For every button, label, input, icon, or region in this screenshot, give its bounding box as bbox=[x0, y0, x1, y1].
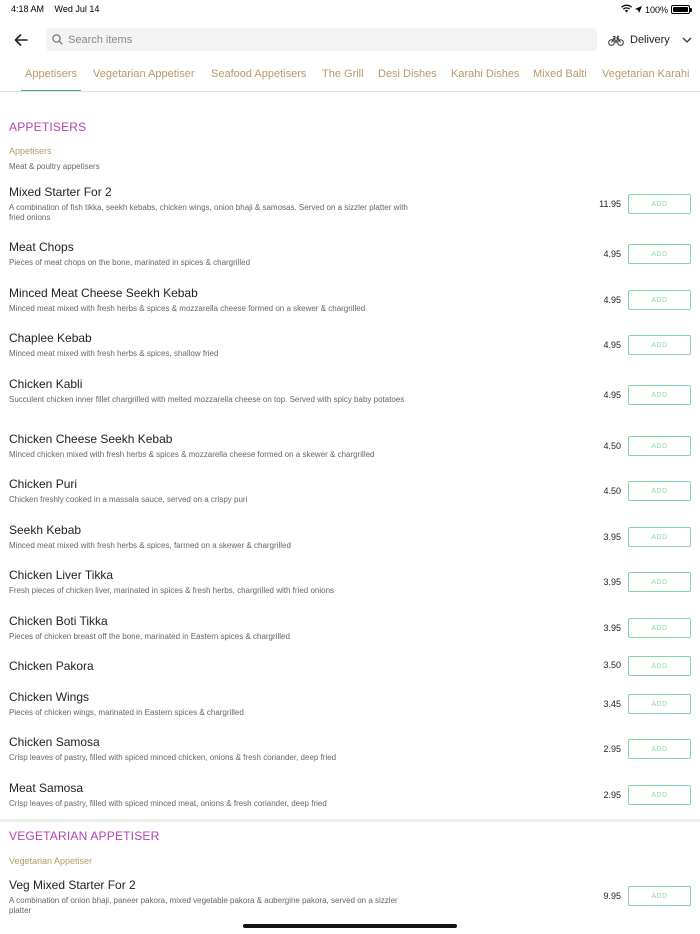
add-button[interactable]: ADD bbox=[628, 527, 691, 547]
add-button[interactable]: ADD bbox=[628, 481, 691, 501]
item-name: Mixed Starter For 2 bbox=[9, 185, 112, 199]
add-button[interactable]: ADD bbox=[628, 436, 691, 456]
arrow-left-icon bbox=[14, 34, 28, 46]
item-price: 4.95 bbox=[603, 340, 621, 350]
item-price: 2.95 bbox=[603, 744, 621, 754]
item-name: Minced Meat Cheese Seekh Kebab bbox=[9, 286, 198, 300]
delivery-label: Delivery bbox=[630, 34, 670, 46]
item-name: Meat Samosa bbox=[9, 781, 84, 795]
item-description: Pieces of chicken breast off the bone, marinated in Eastern spices & chargrilled bbox=[9, 632, 290, 641]
item-price: 3.95 bbox=[603, 532, 621, 542]
item-name: Chicken Liver Tikka bbox=[9, 568, 114, 582]
item-description: A combination of onion bhaji, paneer pakora, mixed vegetable pakora & aubergine pakora, served on a sizzler platter bbox=[9, 896, 398, 915]
location-arrow-icon bbox=[635, 5, 642, 15]
top-bar bbox=[0, 28, 700, 52]
item-price: 4.50 bbox=[603, 441, 621, 451]
add-button[interactable]: ADD bbox=[628, 618, 691, 638]
add-button[interactable]: ADD bbox=[628, 785, 691, 805]
tab-vegetarian-karahi[interactable]: Vegetarian Karahi bbox=[602, 68, 690, 80]
item-description: Minced meat mixed with fresh herbs & spices & mozzarella cheese formed on a skewer & chargrilled bbox=[9, 304, 366, 313]
item-price: 4.95 bbox=[603, 295, 621, 305]
item-name: Veg Mixed Starter For 2 bbox=[9, 878, 136, 892]
item-name: Chaplee Kebab bbox=[9, 331, 92, 345]
item-name: Chicken Cheese Seekh Kebab bbox=[9, 432, 173, 446]
tab-karahi-dishes[interactable]: Karahi Dishes bbox=[451, 68, 520, 80]
item-price: 3.50 bbox=[603, 660, 621, 670]
add-button[interactable]: ADD bbox=[628, 290, 691, 310]
add-button[interactable]: ADD bbox=[628, 886, 691, 906]
bicycle-icon bbox=[608, 35, 624, 46]
item-description: Crisp leaves of pastry, filled with spiced minced meat, onions & fresh coriander, deep fried bbox=[9, 799, 327, 808]
add-button[interactable]: ADD bbox=[628, 244, 691, 264]
search-input[interactable] bbox=[68, 34, 568, 46]
item-name: Chicken Wings bbox=[9, 690, 90, 704]
back-button[interactable] bbox=[11, 30, 31, 50]
item-price: 3.95 bbox=[603, 577, 621, 587]
battery-icon bbox=[671, 5, 690, 14]
section-subtitle-vegetarian-appetiser: Vegetarian Appetiser bbox=[9, 856, 93, 866]
item-price: 3.45 bbox=[603, 699, 621, 709]
item-name: Meat Chops bbox=[9, 240, 74, 254]
tab-the-grill[interactable]: The Grill bbox=[322, 68, 364, 80]
status-date: Wed Jul 14 bbox=[54, 4, 100, 14]
add-button[interactable]: ADD bbox=[628, 335, 691, 355]
chevron-down-icon bbox=[682, 37, 692, 43]
home-indicator bbox=[243, 924, 457, 928]
item-name: Chicken Samosa bbox=[9, 735, 100, 749]
item-name: Chicken Puri bbox=[9, 477, 78, 491]
status-time: 4:18 AM bbox=[11, 4, 45, 14]
item-name: Seekh Kebab bbox=[9, 523, 82, 537]
section-subtitle-appetisers: Appetisers bbox=[9, 146, 52, 156]
item-description: Succulent chicken inner fillet chargrilled with melted mozzarella cheese on top. Served with spicy baby potatoes bbox=[9, 395, 405, 404]
item-description: Fresh pieces of chicken liver, marinated in spices & fresh herbs, chargrilled with fried onions bbox=[9, 586, 335, 595]
item-price: 4.95 bbox=[603, 390, 621, 400]
category-tabs bbox=[0, 62, 700, 92]
item-description: Minced chicken mixed with fresh herbs & spices & mozzarella cheese formed on a skewer & chargrilled bbox=[9, 450, 375, 459]
item-price: 9.95 bbox=[603, 891, 621, 901]
item-description: A combination of fish tikka, seekh kebabs, chicken wings, onion bhaji & samosas. Served on a sizzler platter with fried onions bbox=[9, 203, 408, 222]
add-button[interactable]: ADD bbox=[628, 739, 691, 759]
item-description: Minced meat mixed with fresh herbs & spices, shallow fried bbox=[9, 349, 219, 358]
delivery-selector[interactable] bbox=[608, 30, 692, 50]
item-price: 4.95 bbox=[603, 249, 621, 259]
item-name: Chicken Kabli bbox=[9, 377, 83, 391]
search-icon bbox=[52, 34, 63, 45]
tab-seafood-appetisers[interactable]: Seafood Appetisers bbox=[211, 68, 307, 80]
item-description: Minced meat mixed with fresh herbs & spices, farmed on a skewer & chargrilled bbox=[9, 541, 291, 550]
add-button[interactable]: ADD bbox=[628, 572, 691, 592]
section-title-vegetarian-appetiser: VEGETARIAN APPETISER bbox=[9, 829, 160, 843]
item-price: 4.50 bbox=[603, 486, 621, 496]
add-button[interactable]: ADD bbox=[628, 194, 691, 214]
tab-appetisers[interactable]: Appetisers bbox=[25, 68, 77, 92]
item-description: Pieces of meat chops on the bone, marinated in spices & chargrilled bbox=[9, 258, 251, 267]
item-name: Chicken Pakora bbox=[9, 659, 94, 673]
item-price: 3.95 bbox=[603, 623, 621, 633]
item-price: 11.95 bbox=[599, 199, 621, 209]
item-description: Pieces of chicken wings, marinated in Eastern spices & chargrilled bbox=[9, 708, 244, 717]
status-bar bbox=[0, 0, 700, 18]
search-box[interactable] bbox=[46, 28, 597, 51]
section-divider bbox=[0, 819, 700, 822]
tab-vegetarian-appetiser[interactable]: Vegetarian Appetiser bbox=[93, 68, 195, 80]
add-button[interactable]: ADD bbox=[628, 656, 691, 676]
tab-mixed-balti[interactable]: Mixed Balti bbox=[533, 68, 587, 80]
add-button[interactable]: ADD bbox=[628, 385, 691, 405]
tab-desi-dishes[interactable]: Desi Dishes bbox=[378, 68, 437, 80]
item-name: Chicken Boti Tikka bbox=[9, 614, 108, 628]
section-title-appetisers: APPETISERS bbox=[9, 120, 87, 134]
wifi-icon bbox=[621, 4, 632, 15]
item-description: Crisp leaves of pastry, filled with spiced minced chicken, onions & fresh coriander, deep fried bbox=[9, 753, 337, 762]
item-description: Chicken freshly cooked in a massala sauce, served on a crispy puri bbox=[9, 495, 248, 504]
battery-percent: 100% bbox=[644, 4, 668, 15]
add-button[interactable]: ADD bbox=[628, 694, 691, 714]
item-price: 2.95 bbox=[603, 790, 621, 800]
section-description-appetisers: Meat & poultry appetisers bbox=[9, 162, 100, 171]
